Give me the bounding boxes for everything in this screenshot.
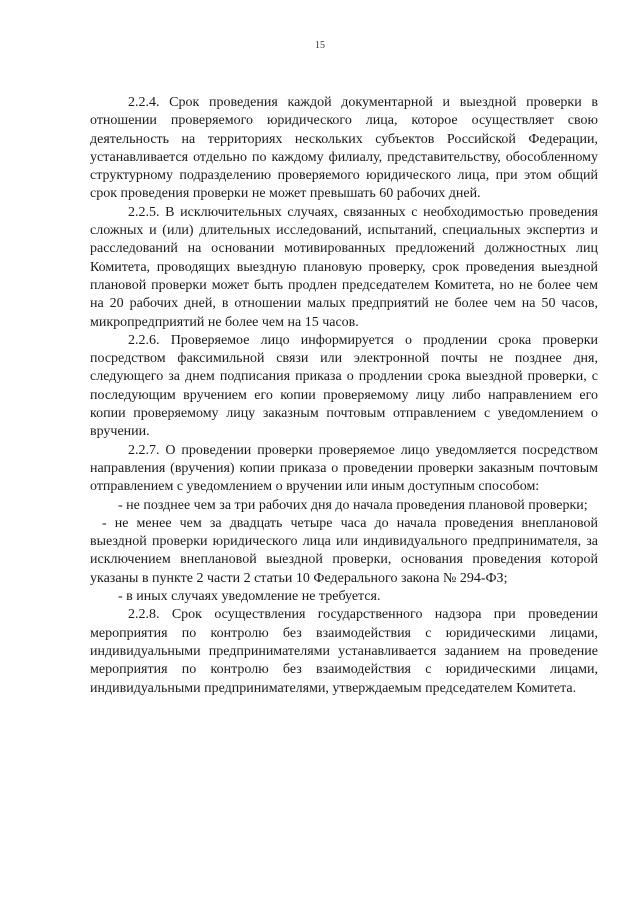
paragraph-2-2-6: 2.2.6. Проверяемое лицо информируется о продлении срока проверки посредством факсимильной связи или электронной почты не позднее дня, следующего за днем подписания приказа о продлении срока выездной проверки, с последующим вручением его копии проверяемому лицу либо направлением его копии проверяемому лицу заказным почтовым отправлением с уведомлением о вручении. [90,332,598,440]
list-item-unplanned-check: - не менее чем за двадцать четыре часа до начала проведения внеплановой выездной проверки юридического лица или индивидуального предпринимателя, за исключением внеплановой выездной проверки, основания проведения которой указаны в пункте 2 части 2 статьи 10 Федерального закона № 294-ФЗ; [90,515,598,586]
paragraph-2-2-7: 2.2.7. О проведении проверки проверяемое лицо уведомляется посредством направления (вручения) копии приказа о проведении проверки заказным почтовым отправлением с уведомлением о вручении или иным доступным способом: [90,442,598,495]
page-number: 15 [315,40,325,51]
paragraph-2-2-8: 2.2.8. Срок осуществления государственного надзора при проведении мероприятия по контролю без взаимодействия с юридическими лицами, индивидуальными предпринимателями устанавливается заданием на проведение мероприятия по контролю без взаимодействия с юридическими лицами, индивидуальными предпринимателями, утверждаемым председателем Комитета. [90,607,598,696]
list-item-other-cases: - в иных случаях уведомление не требуется. [118,589,381,605]
document-body [90,94,598,698]
list-item-planned-check: - не позднее чем за три рабочих дня до начала проведения плановой проверки; [118,497,588,513]
paragraph-2-2-4: 2.2.4. Срок проведения каждой документарной и выездной проверки в отношении проверяемого юридического лица, которое осуществляет свою деятельность на территориях нескольких субъектов Российской Федерации, устанавливается отдельно по каждому филиалу, представительству, обособленному структурному подразделению проверяемого юридического лица, при этом общий срок проведения проверки не может превышать 60 рабочих дней. [90,95,598,202]
paragraph-2-2-5: 2.2.5. В исключительных случаях, связанных с необходимостью проведения сложных и (или) длительных исследований, испытаний, специальных экспертиз и расследований на основании мотивированных предложений должностных лиц Комитета, проводящих выездную плановую проверку, срок проведения выездной плановой проверки может быть продлен председателем Комитета, но не более чем на 20 рабочих дней, в отношении малых предприятий не более чем на 50 часов, микропредприятий не более чем на 15 часов. [90,204,598,330]
